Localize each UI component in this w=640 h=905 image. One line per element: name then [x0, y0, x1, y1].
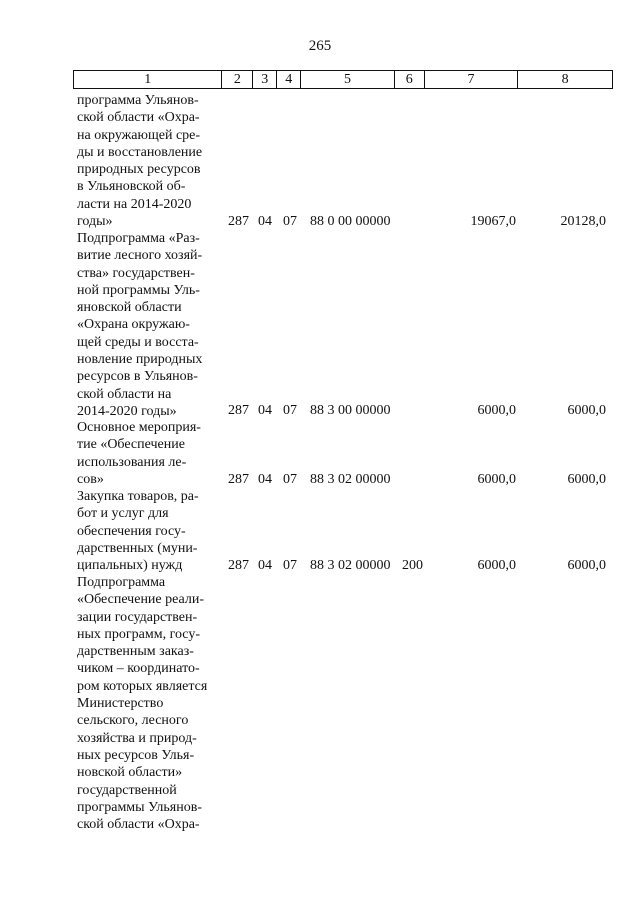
- description-line: природных ресурсов: [77, 162, 201, 178]
- page-number: 265: [308, 38, 332, 54]
- description-line: дарственным заказ-: [77, 644, 194, 660]
- description-line: ской области на: [77, 386, 172, 402]
- description-line: Основное мероприя-: [77, 420, 201, 435]
- column-header-5: 5: [301, 71, 395, 88]
- table-row-description: [77, 488, 217, 574]
- description-line: дарственных (муни-: [77, 540, 198, 556]
- cell-section: 04: [258, 214, 272, 229]
- column-header-4: 4: [277, 71, 301, 88]
- cell-code: 287: [228, 472, 249, 487]
- description-line: новление природных: [77, 352, 203, 368]
- description-line: ресурсов в Ульянов-: [77, 369, 198, 385]
- description-line: щей среды и восста-: [77, 334, 199, 350]
- description-line: «Обеспечение реали-: [77, 592, 204, 608]
- description-line: ципальных) нужд: [77, 558, 183, 574]
- table-row-description: [77, 92, 217, 230]
- description-line: ных ресурсов Улья-: [77, 747, 195, 763]
- description-line: сельского, лесного: [77, 713, 189, 729]
- description-line: в Ульяновской об-: [77, 179, 186, 195]
- column-header-2: 2: [222, 71, 253, 88]
- description-line: программа Ульянов-: [77, 93, 199, 108]
- description-line: годы»: [77, 214, 113, 230]
- description-line: ром которых является: [77, 678, 208, 694]
- column-header-3: 3: [253, 71, 277, 88]
- description-line: ской области «Охра-: [77, 817, 200, 833]
- cell-target-article: 88 3 02 00000: [310, 558, 391, 573]
- description-line: использования ле-: [77, 454, 187, 470]
- description-line: программы Ульянов-: [77, 799, 202, 815]
- description-line: ных программ, госу-: [77, 626, 200, 642]
- description-line: тие «Обеспечение: [77, 437, 185, 453]
- description-line: государственной: [77, 782, 177, 798]
- cell-code: 287: [228, 403, 249, 418]
- cell-amount-year-2: 6000,0: [567, 558, 606, 573]
- table-row-description: [77, 230, 217, 420]
- cell-target-article: 88 3 02 00000: [310, 472, 391, 487]
- description-line: чиком – координато-: [77, 661, 200, 677]
- description-line: зации государствен-: [77, 609, 198, 625]
- cell-subsection: 07: [283, 558, 297, 573]
- table-row-description: [77, 574, 217, 833]
- description-line: новской области»: [77, 765, 183, 781]
- cell-amount-year-2: 20128,0: [560, 214, 606, 229]
- description-line: ды и восстановление: [77, 144, 203, 160]
- description-line: сов»: [77, 471, 104, 487]
- description-line: Подпрограмма: [77, 575, 166, 590]
- cell-amount-year-1: 19067,0: [470, 214, 516, 229]
- table-row-description: [77, 419, 217, 488]
- cell-target-article: 88 0 00 00000: [310, 214, 391, 229]
- cell-section: 04: [258, 403, 272, 418]
- cell-subsection: 07: [283, 214, 297, 229]
- description-line: Закупка товаров, ра-: [77, 489, 199, 504]
- description-line: ной программы Уль-: [77, 282, 200, 298]
- cell-code: 287: [228, 558, 249, 573]
- description-line: обеспечения госу-: [77, 523, 186, 539]
- cell-subsection: 07: [283, 403, 297, 418]
- cell-code: 287: [228, 214, 249, 229]
- description-line: Министерство: [77, 696, 164, 712]
- description-line: витие лесного хозяй-: [77, 248, 203, 264]
- column-header-6: 6: [395, 71, 425, 88]
- description-line: ства» государствен-: [77, 265, 195, 281]
- column-header-7: 7: [425, 71, 519, 88]
- column-header-8: 8: [561, 72, 569, 87]
- description-line: на окружающей сре-: [77, 127, 201, 143]
- description-line: Подпрограмма «Раз-: [77, 231, 200, 246]
- column-header-1: 1: [74, 71, 222, 88]
- cell-expense-type: 200: [402, 558, 423, 573]
- description-line: 2014-2020 годы»: [77, 403, 177, 419]
- cell-subsection: 07: [283, 472, 297, 487]
- cell-target-article: 88 3 00 00000: [310, 403, 391, 418]
- cell-section: 04: [258, 558, 272, 573]
- description-line: яновской области: [77, 300, 182, 316]
- table-header-row: [73, 70, 613, 89]
- cell-section: 04: [258, 472, 272, 487]
- cell-amount-year-2: 6000,0: [567, 403, 606, 418]
- cell-amount-year-2: 6000,0: [567, 472, 606, 487]
- cell-amount-year-1: 6000,0: [477, 472, 516, 487]
- cell-amount-year-1: 6000,0: [477, 558, 516, 573]
- description-line: хозяйства и природ-: [77, 730, 197, 746]
- cell-amount-year-1: 6000,0: [477, 403, 516, 418]
- description-line: бот и услуг для: [77, 506, 169, 522]
- description-line: ласти на 2014-2020: [77, 196, 192, 212]
- description-line: ской области «Охра-: [77, 110, 200, 126]
- description-line: «Охрана окружаю-: [77, 317, 190, 333]
